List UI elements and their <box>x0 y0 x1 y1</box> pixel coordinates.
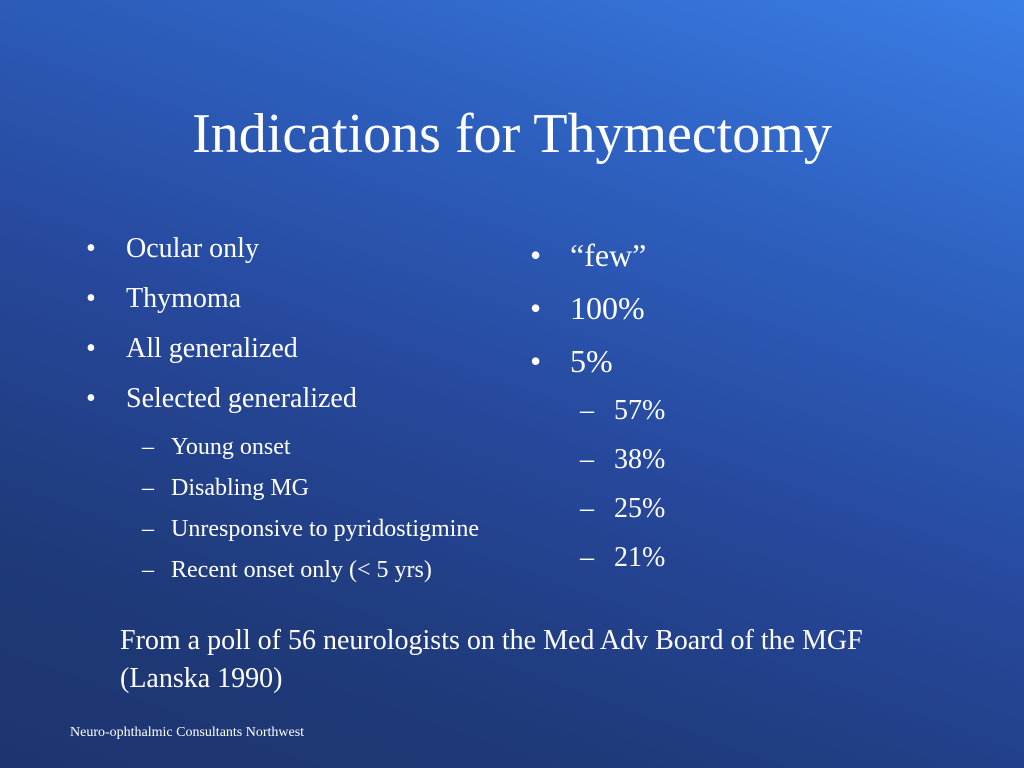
footer-text: Neuro-ophthalmic Consultants Northwest <box>70 725 305 740</box>
sublist-item <box>530 489 830 538</box>
slide-title: Indications for Thymectomy <box>192 103 832 165</box>
dash-marker: – <box>580 395 594 426</box>
dash-marker: – <box>142 475 154 501</box>
list-item-label: Ocular only <box>126 233 259 264</box>
indications-list <box>86 230 546 430</box>
bullet-marker: • <box>86 333 96 364</box>
sublist-item <box>530 440 830 489</box>
sublist-item-label: Unresponsive to pyridostigmine <box>171 516 479 542</box>
list-item-label: Thymoma <box>126 283 242 314</box>
list-item <box>86 380 546 430</box>
sublist-item-label: 21% <box>614 542 666 573</box>
sublist-item-label: 57% <box>614 395 666 426</box>
bullet-marker: • <box>530 290 542 326</box>
dash-marker: – <box>142 516 154 542</box>
list-item-label: “few” <box>570 237 647 273</box>
selected-generalized-sublist <box>86 432 546 596</box>
bullet-marker: • <box>86 233 96 264</box>
dash-marker: – <box>580 542 594 573</box>
dash-marker: – <box>142 434 154 460</box>
bullet-marker: • <box>530 237 542 273</box>
sublist-item <box>530 391 830 440</box>
list-item-label: 100% <box>570 290 645 326</box>
sublist-item-label: Recent onset only (< 5 yrs) <box>171 557 432 583</box>
poll-results-sublist <box>530 391 830 587</box>
list-item <box>530 230 830 283</box>
sublist-item <box>86 473 546 514</box>
sublist-item-label: Young onset <box>171 434 291 460</box>
dash-marker: – <box>580 444 594 475</box>
indications-column <box>86 230 546 596</box>
dash-marker: – <box>580 493 594 524</box>
list-item <box>86 230 546 280</box>
sublist-item <box>86 555 546 596</box>
list-item <box>86 330 546 380</box>
sublist-item <box>530 538 830 587</box>
bullet-marker: • <box>530 343 542 379</box>
sublist-item-label: 38% <box>614 444 666 475</box>
poll-results-column <box>530 230 830 587</box>
list-item-label: All generalized <box>126 333 298 364</box>
list-item-label: Selected generalized <box>126 383 357 414</box>
dash-marker: – <box>142 557 154 583</box>
sublist-item-label: 25% <box>614 493 666 524</box>
list-item <box>86 280 546 330</box>
sublist-item <box>86 514 546 555</box>
list-item-label: 5% <box>570 343 613 379</box>
bullet-marker: • <box>86 383 96 414</box>
sublist-item-label: Disabling MG <box>171 475 309 501</box>
list-item <box>530 283 830 336</box>
source-note: From a poll of 56 neurologists on the Med Adv Board of the MGF (Lanska 1990) <box>120 625 863 694</box>
sublist-item <box>86 432 546 473</box>
list-item <box>530 336 830 389</box>
poll-results-list <box>530 230 830 389</box>
bullet-marker: • <box>86 283 96 314</box>
